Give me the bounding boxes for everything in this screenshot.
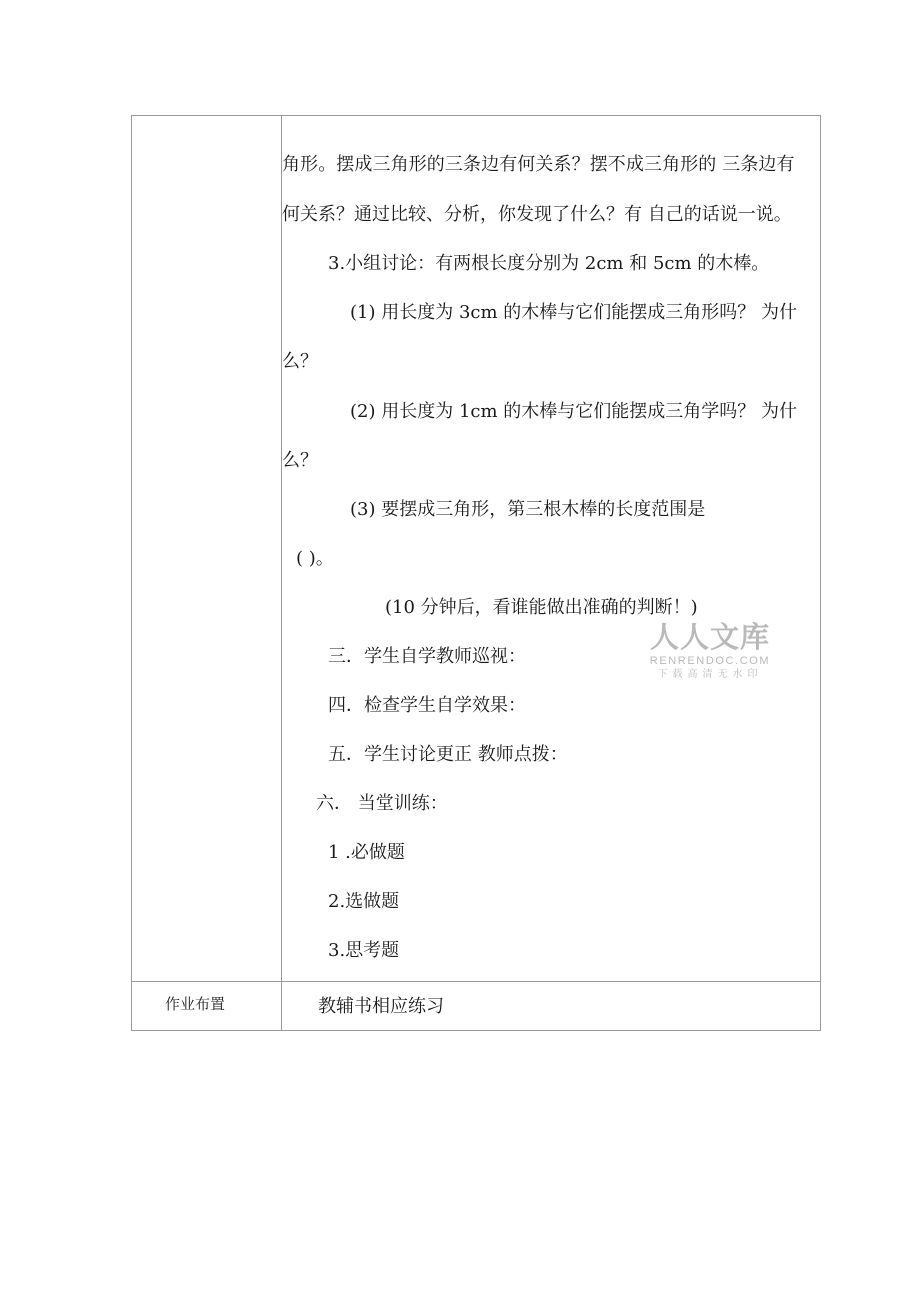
question-1: (1) 用长度为 3cm 的木棒与它们能摆成三角形吗？ 为什 — [350, 302, 797, 323]
question-1-continued: 么？ — [282, 351, 318, 372]
content-line-2: 何关系？通过比较、分析，你发现了什么？有 自己的话说一说。 — [282, 204, 792, 225]
time-note: (10 分钟后，看谁能做出准确的判断！) — [385, 597, 698, 618]
homework-label: 作业布置 — [165, 996, 226, 1013]
watermark-title: 人人文库 — [649, 620, 770, 654]
step-four: 四．检查学生自学效果： — [328, 695, 526, 716]
homework-content: 教辅书相应练习 — [318, 996, 444, 1017]
step-three: 三．学生自学教师巡视： — [328, 646, 526, 667]
watermark — [646, 620, 774, 681]
row-divider — [132, 981, 820, 982]
question-2: (2) 用长度为 1cm 的木棒与它们能摆成三角学吗？ 为什 — [350, 401, 797, 422]
exercise-thinking: 3.思考题 — [328, 940, 400, 961]
content-line-1: 角形。摆成三角形的三条边有何关系？摆不成三角形的 三条边有 — [282, 154, 795, 175]
question-3-blank: ( )。 — [296, 548, 334, 569]
discussion-heading: 3.小组讨论：有两根长度分别为 2cm 和 5cm 的木棒。 — [328, 253, 770, 274]
step-five: 五．学生讨论更正 教师点拨： — [328, 744, 568, 765]
exercise-optional: 2.选做题 — [328, 891, 400, 912]
step-six: 六． 当堂训练： — [316, 793, 448, 814]
exercise-required: 1 .必做题 — [328, 842, 405, 863]
column-divider — [281, 116, 282, 1030]
watermark-tagline: 下载高清无水印 — [657, 669, 763, 680]
watermark-domain: RENRENDOC.COM — [649, 655, 771, 667]
question-3: (3) 要摆成三角形，第三根木棒的长度范围是 — [350, 499, 706, 520]
question-2-continued: 么？ — [282, 450, 318, 471]
